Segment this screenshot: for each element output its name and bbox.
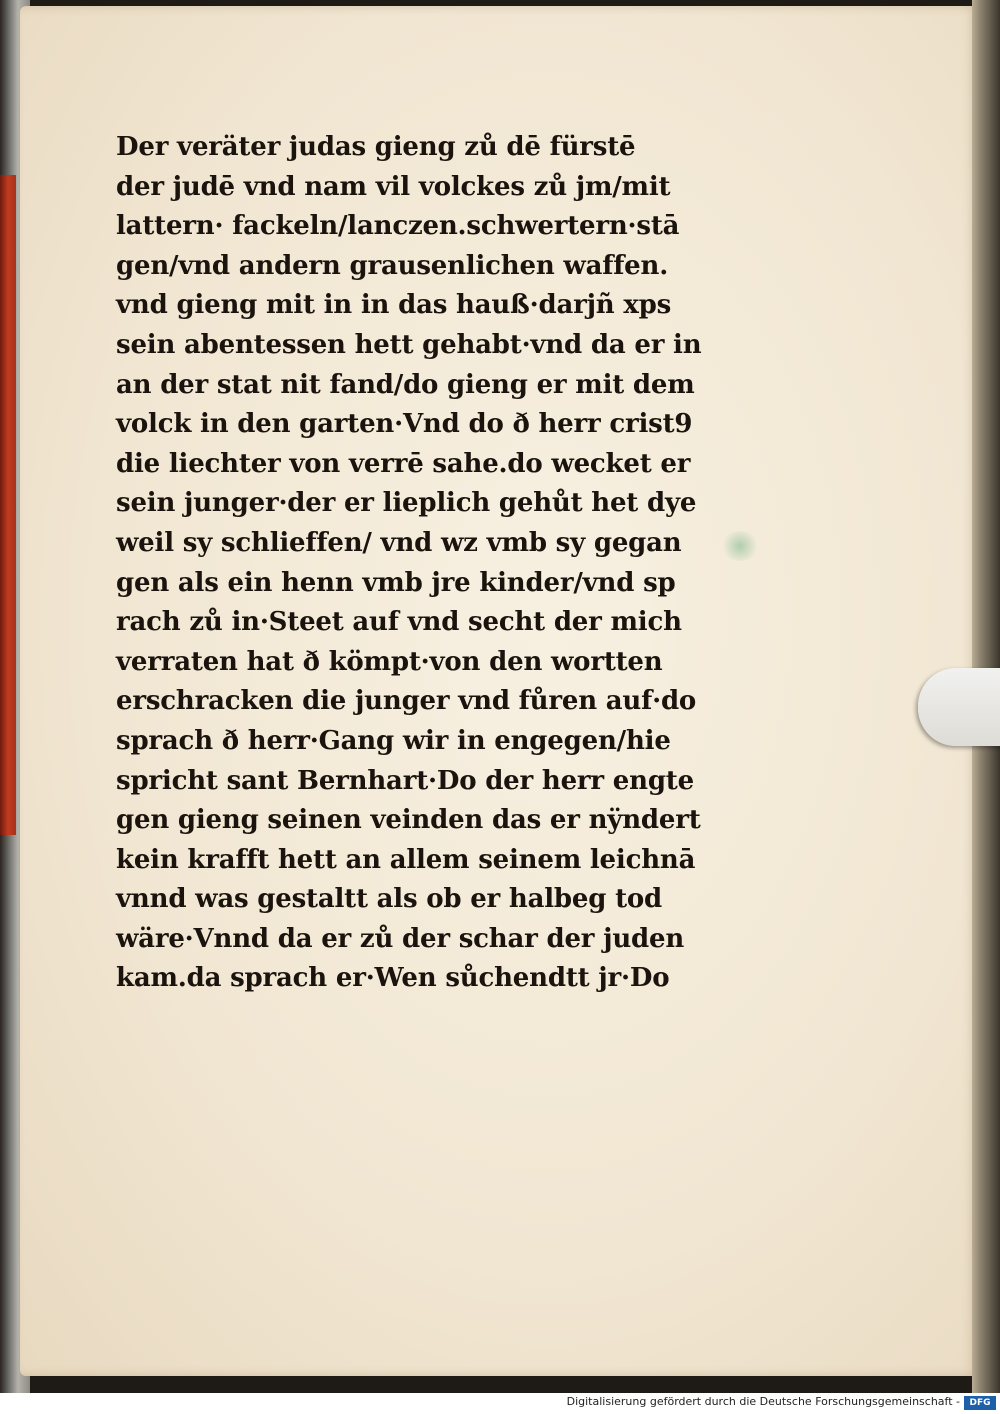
text-line: verraten hat ð kömpt·von den wortten <box>116 646 663 677</box>
text-line: vnnd was gestaltt als ob er halbeg tod <box>116 884 663 915</box>
text-line: kein krafft hett an allem seinem leichnā <box>116 844 696 875</box>
text-line: volck in den garten·Vnd do ð herr crist9 <box>116 409 693 440</box>
page-clip <box>918 668 1000 746</box>
text-line: gen als ein henn vmb jre kinder/vnd sp <box>116 567 676 598</box>
red-edge-stain <box>0 175 16 835</box>
text-line: sprach ð herr·Gang wir in engegen/hie <box>116 725 671 756</box>
page-text <box>116 128 766 999</box>
footer-bar <box>0 1393 1000 1414</box>
text-line: sein abentessen hett gehabt·vnd da er in <box>116 329 702 360</box>
text-line: weil sy schlieffen/ vnd wz vmb sy gegan <box>116 527 682 558</box>
text-line: an der stat nit fand/do gieng er mit dem <box>116 369 695 400</box>
text-line: der judē vnd nam vil volckes zů jm/mit <box>116 171 671 202</box>
funding-credit: Digitalisierung gefördert durch die Deutsche Forschungsgemeinschaft - <box>566 1395 960 1408</box>
text-line: kam.da sprach er·Wen sůchendtt jr·Do <box>116 963 670 994</box>
text-line: vnd gieng mit in in das hauß·darjñ xps <box>116 290 672 321</box>
text-line: sein junger·der er lieplich gehůt het dye <box>116 488 697 519</box>
text-line: rach zů in·Steet auf vnd secht der mich <box>116 607 682 638</box>
text-line: spricht sant Bernhart·Do der herr engte <box>116 765 694 796</box>
text-line: die liechter von verrē sahe.do wecket er <box>116 448 691 479</box>
text-line: wäre·Vnnd da er zů der schar der juden <box>116 923 685 954</box>
dfg-logo: DFG <box>964 1396 996 1410</box>
text-line: gen gieng seinen veinden das er nÿndert <box>116 805 701 836</box>
text-line: Der veräter judas gieng zů dē fürstē <box>116 132 636 162</box>
text-line: erschracken die junger vnd fůren auf·do <box>116 686 697 717</box>
text-line: lattern· fackeln/lanczen.schwertern·stā <box>116 211 680 242</box>
text-line: gen/vnd andern grausenlichen waffen. <box>116 250 669 281</box>
